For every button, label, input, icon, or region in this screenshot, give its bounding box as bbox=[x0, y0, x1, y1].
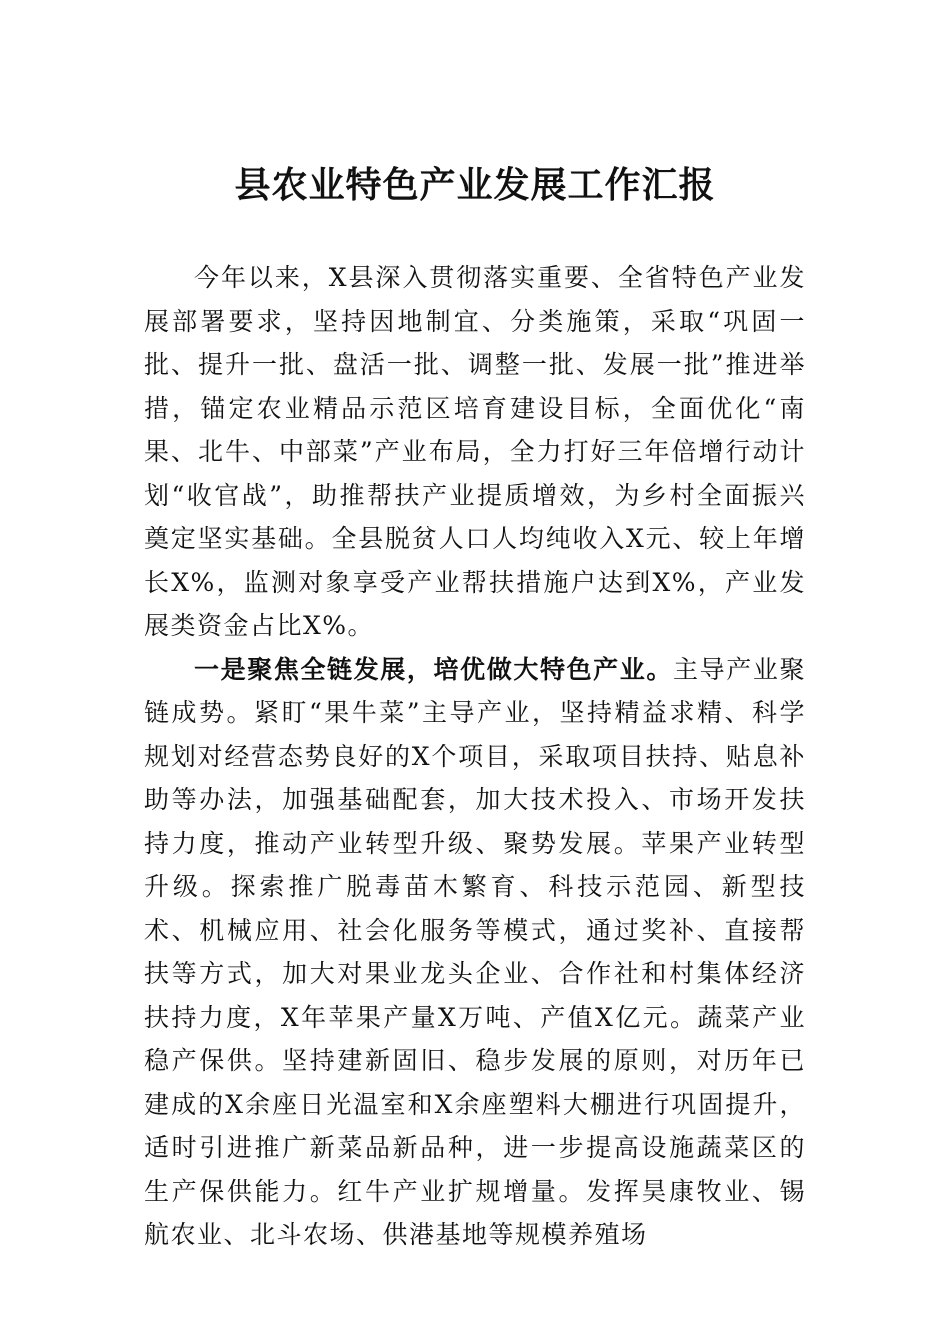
document-body bbox=[144, 256, 806, 1257]
paragraph-section-one bbox=[144, 648, 806, 1257]
paragraph-text: 今年以来，X县深入贯彻落实重要、全省特色产业发展部署要求，坚持因地制宜、分类施策，采取“巩固一批、提升一批、盘活一批、调整一批、发展一批”推进举措，锚定农业精品示范区培育建设目标，全面优化“南果、北牛、中部菜”产业布局，全力打好三年倍增行动计划“收官战”，助推帮扶产业提质增效，为乡村全面振兴奠定坚实基础。全县脱贫人口人均纯收入X元、较上年增长X%，监测对象享受产业帮扶措施户达到X%，产业发展类资金占比X%。 bbox=[144, 263, 806, 640]
page-title: 县农业特色产业发展工作汇报 bbox=[234, 164, 716, 206]
paragraph-intro bbox=[144, 256, 806, 648]
paragraph-lead: 一是聚焦全链发展，培优做大特色产业。 bbox=[194, 654, 674, 684]
paragraph-text: 主导产业聚链成势。紧盯“果牛菜”主导产业，坚持精益求精、科学规划对经营态势良好的X个项目，采取项目扶持、贴息补助等办法，加强基础配套，加大技术投入、市场开发扶持力度，推动产业转型升级、聚势发展。苹果产业转型升级。探索推广脱毒苗木繁育、科技示范园、新型技术、机械应用、社会化服务等模式，通过奖补、直接帮扶等方式，加大对果业龙头企业、合作社和村集体经济扶持力度，X年苹果产量X万吨、产值X亿元。蔬菜产业稳产保供。坚持建新固旧、稳步发展的原则，对历年已建成的X余座日光温室和X余座塑料大棚进行巩固提升，适时引进推广新菜品新品种，进一步提高设施蔬菜区的生产保供能力。红牛产业扩规增量。发挥昊康牧业、锡航农业、北斗农场、供港基地等规模养殖场 bbox=[144, 654, 806, 1249]
